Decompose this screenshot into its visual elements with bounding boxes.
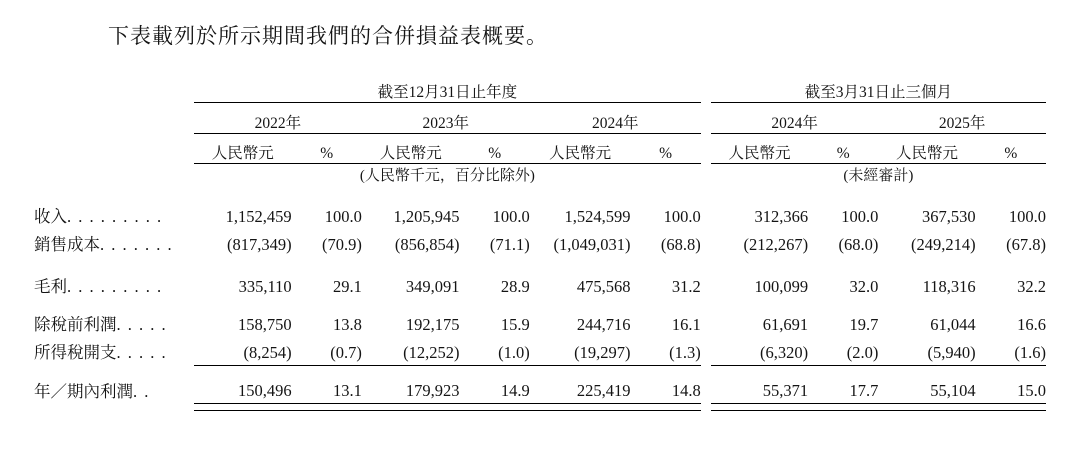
cell-value: 16.1	[671, 315, 701, 334]
row-label: 毛利	[34, 277, 67, 296]
cell-value: (2.0)	[846, 342, 879, 362]
cell-value: (6,320)	[760, 342, 809, 362]
table-year-header-row	[34, 111, 1046, 134]
sub-header-pct-q1-2024: %	[808, 141, 878, 164]
cell-value: (5,940)	[927, 342, 976, 362]
cell-value: 100.0	[841, 207, 879, 226]
table-spacer-row-3	[34, 185, 1046, 201]
cell-value: (8,254)	[243, 342, 292, 362]
year-header-q1-2024: 2024年	[711, 111, 879, 134]
table-spacer-row-4	[34, 257, 1046, 271]
cell-value: (68.0)	[838, 235, 879, 254]
cell-value: 1,524,599	[564, 207, 631, 226]
row-label: 收入	[34, 207, 67, 226]
cell-value: 1,205,945	[393, 207, 460, 226]
cell-value: 475,568	[576, 277, 631, 296]
cell-value: 15.9	[500, 315, 530, 334]
row-leader-dots: . . . . . . .	[100, 235, 174, 254]
group-header-annual: 截至12月31日止年度	[194, 80, 701, 103]
cell-value: 100.0	[324, 207, 362, 226]
group-header-quarter: 截至3月31日止三個月	[711, 80, 1046, 103]
cell-value: (19,297)	[574, 342, 631, 362]
row-label: 銷售成本	[34, 235, 100, 254]
cell-value: 100.0	[1008, 207, 1046, 226]
sub-header-rmb-2023: 人民幣元	[362, 141, 460, 164]
cell-value: (856,854)	[394, 235, 460, 254]
row-label: 年／期內利潤	[34, 381, 133, 401]
table-row	[34, 309, 1046, 337]
cell-value: 61,691	[762, 315, 809, 334]
cell-value: 349,091	[405, 277, 460, 296]
audit-note: (未經審計)	[843, 168, 914, 184]
cell-value: 32.0	[849, 277, 879, 296]
cell-value: (817,349)	[227, 235, 292, 254]
cell-value: 15.0	[1017, 381, 1046, 400]
cell-value: 312,366	[754, 207, 809, 226]
table-row	[34, 337, 1046, 365]
table-row	[34, 201, 1046, 229]
year-header-2024: 2024年	[530, 111, 701, 134]
cell-value: (12,252)	[403, 342, 460, 362]
cell-value: (212,267)	[743, 235, 809, 254]
cell-value: 16.6	[1017, 315, 1046, 334]
financial-summary-table	[34, 80, 1046, 411]
cell-value: (1.6)	[1014, 342, 1046, 362]
cell-value: (1.0)	[498, 342, 530, 362]
table-spacer-row-6	[34, 366, 1046, 376]
intro-paragraph: 下表載列於所示期間我們的合併損益表概要。	[108, 24, 548, 48]
cell-value: 150,496	[238, 381, 292, 400]
table-spacer-row	[34, 103, 1046, 111]
cell-value: 14.8	[671, 381, 701, 400]
table-row	[34, 271, 1046, 299]
unit-note: (人民幣千元，百分比除外)	[359, 168, 535, 184]
table-group-header-row	[34, 80, 1046, 103]
cell-value: 28.9	[500, 277, 530, 296]
table-sub-header-row	[34, 141, 1046, 164]
year-header-q1-2025: 2025年	[878, 111, 1046, 134]
table-row	[34, 376, 1046, 404]
year-header-2022: 2022年	[194, 111, 362, 134]
cell-value: (249,214)	[911, 235, 976, 254]
table-spacer-row-5	[34, 299, 1046, 309]
table-row	[34, 229, 1046, 257]
sub-header-rmb-q1-2024: 人民幣元	[711, 141, 808, 164]
sub-header-rmb-2024: 人民幣元	[530, 141, 631, 164]
sub-header-rmb-2022: 人民幣元	[194, 141, 292, 164]
cell-value: (1,049,031)	[553, 235, 631, 254]
cell-value: 225,419	[576, 381, 631, 400]
cell-value: 55,104	[930, 381, 976, 400]
cell-value: 100.0	[492, 207, 530, 226]
cell-value: 29.1	[332, 277, 362, 296]
cell-value: 158,750	[238, 315, 292, 334]
cell-value: 31.2	[671, 277, 701, 296]
row-leader-dots: . . . . . . . . .	[67, 207, 163, 226]
sub-header-rmb-q1-2025: 人民幣元	[878, 141, 975, 164]
cell-value: 100,099	[754, 277, 809, 296]
cell-value: 367,530	[922, 207, 976, 226]
cell-value: 244,716	[576, 315, 631, 334]
row-leader-dots: . . . . .	[116, 315, 168, 334]
cell-value: (68.8)	[660, 235, 701, 254]
cell-value: (70.9)	[321, 235, 362, 254]
cell-value: 13.1	[332, 381, 362, 400]
cell-value: 61,044	[930, 315, 976, 334]
cell-value: 118,316	[922, 277, 976, 296]
row-leader-dots: . . . . .	[116, 343, 168, 362]
cell-value: 100.0	[663, 207, 701, 226]
cell-value: (71.1)	[489, 235, 530, 254]
cell-value: 14.9	[500, 381, 530, 400]
cell-value: 55,371	[762, 381, 809, 400]
sub-header-pct-2022: %	[292, 141, 362, 164]
row-label: 除稅前利潤	[34, 315, 117, 334]
cell-value: 1,152,459	[225, 207, 292, 226]
table-unit-note-row	[34, 164, 1046, 186]
year-header-2023: 2023年	[362, 111, 530, 134]
cell-value: 179,923	[405, 381, 460, 400]
cell-value: (1.3)	[669, 342, 701, 362]
row-leader-dots: . . . . . . . . .	[67, 277, 163, 296]
cell-value: 13.8	[332, 315, 362, 334]
cell-value: (0.7)	[330, 342, 362, 362]
cell-value: 32.2	[1017, 277, 1046, 296]
row-leader-dots: . .	[133, 381, 150, 401]
cell-value: 335,110	[238, 277, 292, 296]
cell-value: 19.7	[849, 315, 879, 334]
row-label: 所得稅開支	[34, 343, 117, 362]
sub-header-pct-2024: %	[631, 141, 701, 164]
cell-value: 17.7	[849, 381, 879, 400]
sub-header-pct-2023: %	[460, 141, 530, 164]
table-total-double-rule-b	[34, 410, 1046, 411]
cell-value: (67.8)	[1006, 235, 1046, 254]
cell-value: 192,175	[405, 315, 460, 334]
sub-header-pct-q1-2025: %	[976, 141, 1046, 164]
table-spacer-row-2	[34, 133, 1046, 141]
